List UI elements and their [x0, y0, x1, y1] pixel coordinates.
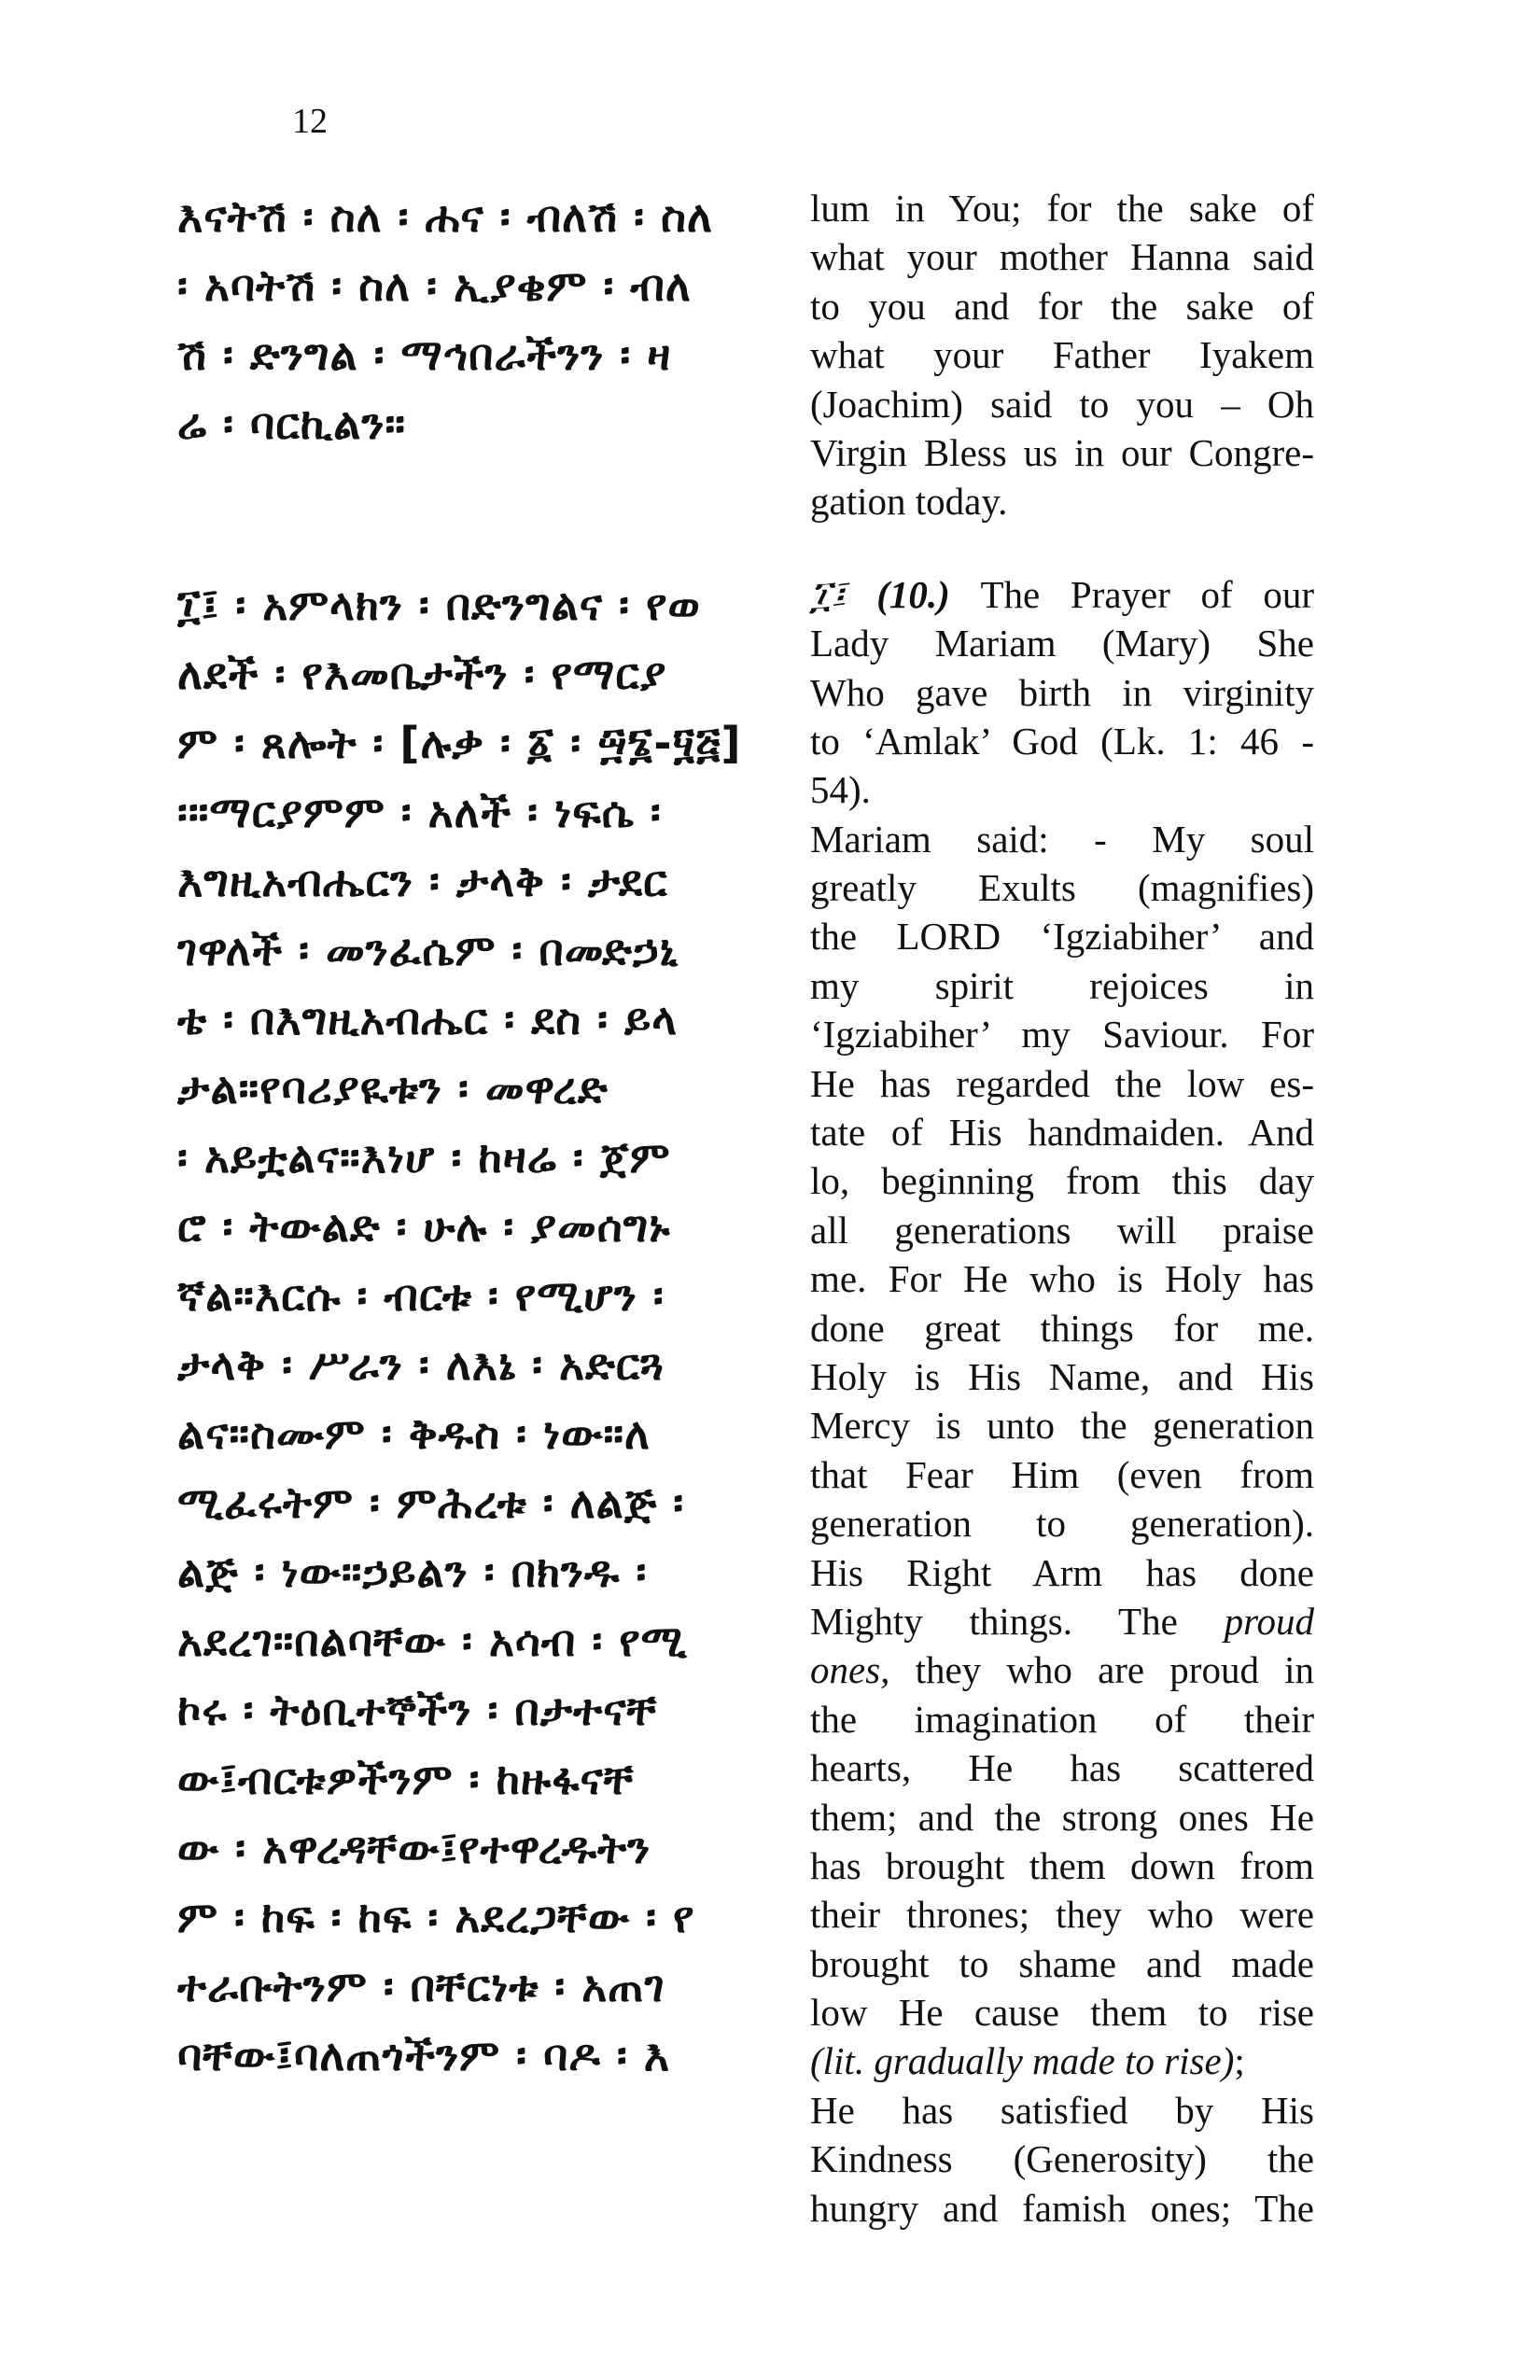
- english-line: the LORD ‘Igziabiher’ and: [810, 915, 1314, 959]
- english-line: my spirit rejoices in: [810, 963, 1314, 1007]
- amharic-line: ፡ አባትሽ ፡ ስለ ፡ ኢያቄም ፡ ብለ: [177, 260, 692, 311]
- english-text: The Prayer of our: [949, 572, 1314, 616]
- english-line: what your mother Hanna said: [810, 235, 1314, 279]
- amharic-paragraph-1: [177, 182, 775, 458]
- english-line: has brought them down from: [810, 1843, 1314, 1887]
- english-line: [810, 1645, 1314, 1694]
- english-line: hungry and famish ones; The: [810, 2186, 1314, 2230]
- amharic-line: ባቸው፤ባለጠጎችንም ፡ ባዶ ፡ እ: [177, 2030, 671, 2080]
- amharic-line: ልና።ስሙም ፡ ቅዱስ ፡ ነው።ለ: [177, 1408, 651, 1459]
- amharic-line: ገዋለች ፡ መንፈሴም ፡ በመድኃኒ: [177, 925, 679, 975]
- english-line: the imagination of their: [810, 1697, 1314, 1741]
- english-line: tate of His handmaiden. And: [810, 1111, 1314, 1155]
- english-line: Holy is His Name, and His: [810, 1354, 1314, 1398]
- verse-marker: ፲፤: [810, 572, 847, 616]
- amharic-line: ም ፡ ከፍ ፡ ከፍ ፡ አደረጋቸው ፡ የ: [177, 1892, 695, 1942]
- english-line: He has satisfied by His: [810, 2088, 1314, 2132]
- english-line: all generations will praise: [810, 1208, 1314, 1252]
- english-line: done great things for me.: [810, 1306, 1314, 1350]
- english-paragraph-2: [810, 570, 1314, 2233]
- amharic-line: ታላቅ ፡ ሥራን ፡ ለእኔ ፡ አድርጓ: [177, 1339, 665, 1390]
- english-column: [810, 184, 1314, 2233]
- amharic-line: ኮሩ ፡ ትዕቢተኞችን ፡ በታተናቸ: [177, 1685, 658, 1735]
- amharic-line: ው፤ብርቱዎችንም ፡ ከዙፋናቸ: [177, 1754, 635, 1804]
- amharic-line: ልጅ ፡ ነው።ኃይልን ፡ በክንዱ ፡: [177, 1547, 648, 1597]
- english-line: them; and the strong ones He: [810, 1795, 1314, 1839]
- english-line: Mariam said: - My soul: [810, 817, 1314, 861]
- english-line: ‘Igziabiher’ my Saviour. For: [810, 1013, 1314, 1057]
- english-line: generation to generation).: [810, 1502, 1314, 1546]
- english-line: gation today.: [810, 480, 1008, 524]
- english-line: lo, beginning from this day: [810, 1159, 1314, 1203]
- verse-number: (10.): [876, 572, 950, 616]
- amharic-line: አደረገ።በልባቸው ፡ አሳብ ፡ የሚ: [177, 1616, 688, 1666]
- english-line: lum in You; for the sake of: [810, 187, 1314, 230]
- english-italic-text: (lit. gradually made to rise): [810, 2039, 1235, 2083]
- amharic-line: ሬ ፡ ባርኪልን።: [177, 399, 406, 449]
- english-line: [810, 1597, 1314, 1645]
- english-line: Mercy is unto the generation: [810, 1404, 1314, 1448]
- amharic-line: ሽ ፡ ድንግል ፡ ማኅበራችንን ፡ ዛ: [177, 329, 672, 380]
- english-italic-text: ones,: [810, 1648, 890, 1692]
- english-line: what your Father Iyakem: [810, 333, 1314, 377]
- english-line: His Right Arm has done: [810, 1550, 1314, 1594]
- english-paragraph-1: [810, 184, 1314, 526]
- english-text: they who are proud in: [889, 1648, 1314, 1692]
- amharic-column: [177, 182, 775, 2090]
- amharic-line: ታል።የባሪያዪቱን ፡ መዋረድ: [177, 1063, 609, 1113]
- english-line: Lady Mariam (Mary) She: [810, 622, 1314, 665]
- english-text: Mighty things. The: [810, 1599, 1225, 1643]
- english-text: ;: [1234, 2039, 1245, 2083]
- english-line: 54).: [810, 768, 871, 812]
- amharic-line: ፲፤ ፡ አምላክን ፡ በድንግልና ፡ የወ: [177, 580, 701, 630]
- amharic-line: ም ፡ ጸሎት ፡ [ሉቃ ፡ ፩ ፡ ፵፮-፶፭]: [177, 718, 742, 768]
- amharic-line: እናትሽ ፡ ስለ ፡ ሐና ፡ ብለሽ ፡ ስለ: [177, 191, 713, 242]
- english-line: [810, 570, 1314, 619]
- english-line: Kindness (Generosity) the: [810, 2137, 1314, 2181]
- amharic-line: ቴ ፡ በእግዚአብሔር ፡ ደስ ፡ ይላ: [177, 994, 679, 1044]
- english-line: Who gave birth in virginity: [810, 670, 1314, 714]
- amharic-line: ሮ ፡ ትውልድ ፡ ሁሉ ፡ ያመሰግኑ: [177, 1201, 671, 1252]
- amharic-line: ፡ አይቷልና።እነሆ ፡ ከዛሬ ፡ ጀም: [177, 1132, 671, 1183]
- english-italic-text: proud: [1224, 1599, 1314, 1643]
- amharic-line: ኛል።እርሱ ፡ ብርቱ ፡ የሚሆን ፡: [177, 1270, 665, 1321]
- english-line: brought to shame and made: [810, 1941, 1314, 1985]
- english-line: to you and for the sake of: [810, 284, 1314, 328]
- amharic-line: እግዚአብሔርን ፡ ታላቅ ፡ ታደር: [177, 856, 668, 906]
- amharic-line: ተራቡትንም ፡ በቸርነቱ ፡ አጠገ: [177, 1961, 665, 2011]
- english-line: He has regarded the low es-: [810, 1061, 1314, 1105]
- english-line: greatly Exults (magnifies): [810, 866, 1314, 910]
- english-line: low He cause them to rise: [810, 1991, 1314, 2035]
- english-line: [810, 2037, 1314, 2085]
- amharic-line: ሚፈሩትም ፡ ምሕረቱ ፡ ለልጅ ፡: [177, 1477, 685, 1528]
- english-line: (Joachim) said to you – Oh: [810, 382, 1314, 426]
- english-line: that Fear Him (even from: [810, 1452, 1314, 1496]
- english-line: their thrones; they who were: [810, 1893, 1314, 1937]
- page-number: 12: [292, 102, 328, 141]
- english-line: to ‘Amlak’ God (Lk. 1: 46 -: [810, 719, 1314, 763]
- english-line: hearts, He has scattered: [810, 1746, 1314, 1790]
- amharic-paragraph-2: [177, 570, 775, 2090]
- english-line: Virgin Bless us in our Congre-: [810, 430, 1314, 474]
- amharic-line: ው ፡ አዋረዳቸው፤የተዋረዱትን: [177, 1823, 651, 1873]
- amharic-line: ፡።ማርያምም ፡ አለች ፡ ነፍሴ ፡: [177, 787, 662, 837]
- english-line: me. For He who is Holy has: [810, 1257, 1314, 1301]
- amharic-line: ለደች ፡ የእመቤታችን ፡ የማርያ: [177, 649, 667, 699]
